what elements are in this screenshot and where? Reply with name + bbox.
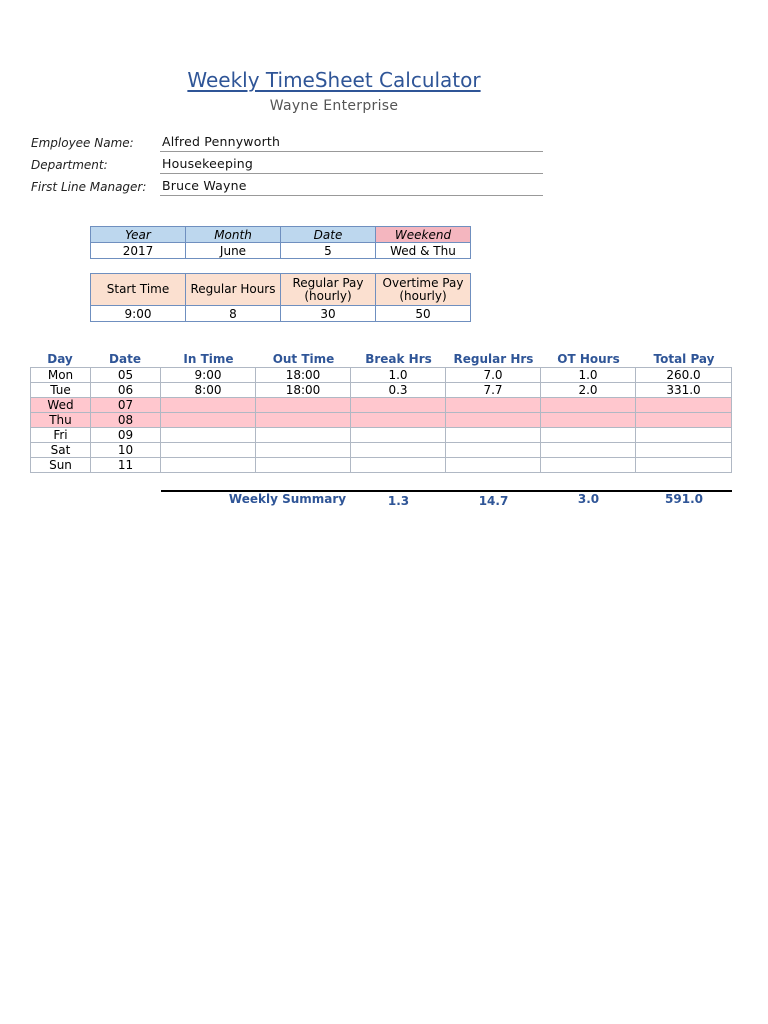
- in-time-cell[interactable]: 8:00: [161, 383, 256, 398]
- weekly-summary-label: Weekly Summary: [228, 492, 347, 506]
- day-cell: Wed: [31, 398, 91, 413]
- col-header-break-hrs: Break Hrs: [365, 352, 432, 366]
- summary-regular-hrs: 14.7: [478, 494, 509, 508]
- table-row: [31, 398, 732, 413]
- break-hrs-cell: [351, 398, 446, 413]
- summary-ot-hours: 3.0: [577, 492, 600, 506]
- date-cell: 09: [91, 428, 161, 443]
- out-time-cell[interactable]: [256, 428, 351, 443]
- overtime-pay-header: Overtime Pay (hourly): [376, 274, 471, 306]
- regular-hrs-cell: [446, 398, 541, 413]
- date-cell: 08: [91, 413, 161, 428]
- date-header: Date: [281, 227, 376, 243]
- ot-hours-cell: [541, 428, 636, 443]
- month-cell[interactable]: June: [186, 243, 281, 259]
- total-pay-cell: [636, 398, 732, 413]
- date-cell: 11: [91, 458, 161, 473]
- ot-hours-cell: [541, 458, 636, 473]
- total-pay-cell: 331.0: [636, 383, 732, 398]
- in-time-cell[interactable]: [161, 458, 256, 473]
- ot-hours-cell: [541, 443, 636, 458]
- regular-hrs-cell: 7.0: [446, 368, 541, 383]
- overtime-pay-cell[interactable]: 50: [376, 306, 471, 322]
- month-header: Month: [186, 227, 281, 243]
- total-pay-cell: [636, 413, 732, 428]
- break-hrs-cell: [351, 458, 446, 473]
- year-cell[interactable]: 2017: [91, 243, 186, 259]
- start-time-cell[interactable]: 9:00: [91, 306, 186, 322]
- regular-hrs-cell: 7.7: [446, 383, 541, 398]
- total-pay-cell: [636, 428, 732, 443]
- employee-name-label: Employee Name:: [31, 136, 134, 150]
- weekend-cell[interactable]: Wed & Thu: [376, 243, 471, 259]
- ot-hours-cell: [541, 398, 636, 413]
- day-cell: Thu: [31, 413, 91, 428]
- break-hrs-cell: 1.0: [351, 368, 446, 383]
- total-pay-cell: 260.0: [636, 368, 732, 383]
- day-cell: Tue: [31, 383, 91, 398]
- ot-hours-cell: 1.0: [541, 368, 636, 383]
- in-time-cell[interactable]: [161, 413, 256, 428]
- col-header-date: Date: [109, 352, 141, 366]
- company-name: Wayne Enterprise: [269, 98, 399, 114]
- regular-pay-header: Regular Pay (hourly): [281, 274, 376, 306]
- col-header-day: Day: [47, 352, 73, 366]
- date-cell: 05: [91, 368, 161, 383]
- in-time-cell[interactable]: [161, 428, 256, 443]
- day-cell: Sun: [31, 458, 91, 473]
- period-table: [90, 226, 471, 259]
- total-pay-cell: [636, 458, 732, 473]
- ot-hours-cell: 2.0: [541, 383, 636, 398]
- out-time-cell[interactable]: [256, 443, 351, 458]
- regular-hrs-cell: [446, 443, 541, 458]
- total-pay-cell: [636, 443, 732, 458]
- summary-break-hrs: 1.3: [387, 494, 410, 508]
- manager-label: First Line Manager:: [31, 180, 147, 194]
- manager-field[interactable]: Bruce Wayne: [160, 178, 543, 196]
- table-row: [31, 368, 732, 383]
- table-row: [31, 458, 732, 473]
- out-time-cell[interactable]: [256, 413, 351, 428]
- regular-pay-cell[interactable]: 30: [281, 306, 376, 322]
- out-time-cell[interactable]: 18:00: [256, 383, 351, 398]
- table-row: [31, 428, 732, 443]
- break-hrs-cell: [351, 428, 446, 443]
- day-cell: Mon: [31, 368, 91, 383]
- in-time-cell[interactable]: [161, 398, 256, 413]
- in-time-cell[interactable]: 9:00: [161, 368, 256, 383]
- date-cell: 10: [91, 443, 161, 458]
- regular-hrs-cell: [446, 458, 541, 473]
- break-hrs-cell: [351, 443, 446, 458]
- department-field[interactable]: Housekeeping: [160, 156, 543, 174]
- employee-name-field[interactable]: Alfred Pennyworth: [160, 134, 543, 152]
- col-header-regular-hrs: Regular Hrs: [453, 352, 534, 366]
- break-hrs-cell: 0.3: [351, 383, 446, 398]
- out-time-cell[interactable]: 18:00: [256, 368, 351, 383]
- regular-hrs-cell: [446, 428, 541, 443]
- ot-hours-cell: [541, 413, 636, 428]
- in-time-cell[interactable]: [161, 443, 256, 458]
- col-header-out-time: Out Time: [272, 352, 335, 366]
- table-row: [31, 383, 732, 398]
- regular-hours-header: Regular Hours: [186, 274, 281, 306]
- day-cell: Fri: [31, 428, 91, 443]
- weekend-header: Weekend: [376, 227, 471, 243]
- col-header-ot-hours: OT Hours: [557, 352, 620, 366]
- table-row: [31, 413, 732, 428]
- start-time-header: Start Time: [91, 274, 186, 306]
- rates-table: [90, 273, 471, 322]
- year-header: Year: [91, 227, 186, 243]
- summary-total-pay: 591.0: [665, 492, 703, 506]
- col-header-total-pay: Total Pay: [653, 352, 715, 366]
- timesheet-table: [30, 367, 732, 473]
- department-label: Department:: [31, 158, 108, 172]
- date-cell: 07: [91, 398, 161, 413]
- table-row: [31, 443, 732, 458]
- page-title: Weekly TimeSheet Calculator: [187, 68, 481, 92]
- out-time-cell[interactable]: [256, 398, 351, 413]
- out-time-cell[interactable]: [256, 458, 351, 473]
- day-cell: Sat: [31, 443, 91, 458]
- break-hrs-cell: [351, 413, 446, 428]
- col-header-in-time: In Time: [183, 352, 234, 366]
- date-cell: 06: [91, 383, 161, 398]
- regular-hrs-cell: [446, 413, 541, 428]
- date-cell[interactable]: 5: [281, 243, 376, 259]
- regular-hours-cell[interactable]: 8: [186, 306, 281, 322]
